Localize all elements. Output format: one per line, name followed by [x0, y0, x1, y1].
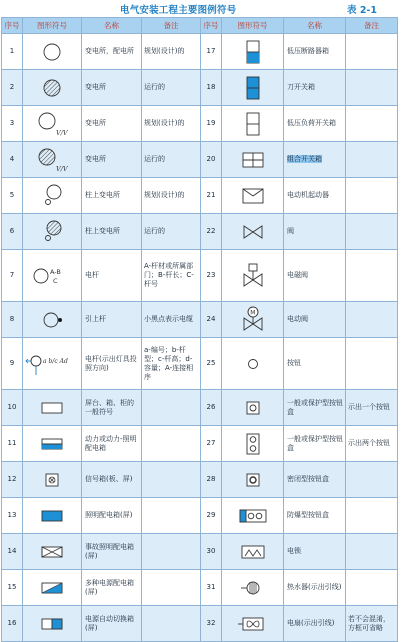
symbol-note [142, 606, 201, 642]
row-number: 24 [201, 302, 222, 338]
symbol-name: 动力或动力-照明配电箱 [82, 426, 142, 462]
symbol-name: 电源自动切换箱(屏) [82, 606, 142, 642]
explosion-proof-button-box-icon [222, 498, 284, 534]
col-header-note: 备注 [142, 18, 201, 34]
table-row [2, 462, 398, 498]
row-number: 13 [2, 498, 23, 534]
lead-pole-icon [23, 302, 82, 338]
symbol-note [346, 462, 398, 498]
svg-text:V/V: V/V [56, 164, 68, 173]
table-row [2, 142, 398, 178]
row-number: 2 [2, 70, 23, 106]
motor-starter-icon [222, 178, 284, 214]
row-number: 22 [201, 214, 222, 250]
col-header-no: 序号 [201, 18, 222, 34]
valve-icon [222, 214, 284, 250]
symbol-name: 照明配电箱(屏) [82, 498, 142, 534]
lighting-box-icon [23, 498, 82, 534]
table-row [2, 106, 398, 142]
symbol-name: 事故照明配电箱(屏) [82, 534, 142, 570]
symbol-note [346, 34, 398, 70]
water-heater-icon [222, 570, 284, 606]
row-number: 16 [2, 606, 23, 642]
symbol-note [346, 570, 398, 606]
symbol-note [142, 426, 201, 462]
col-header-name: 名称 [284, 18, 346, 34]
table-number: 表 2-1 [347, 5, 377, 16]
symbol-note [142, 390, 201, 426]
symbol-name: 刀开关箱 [284, 70, 346, 106]
motor-valve-icon [222, 302, 284, 338]
title-row [0, 0, 403, 14]
button-box-single-icon [222, 390, 284, 426]
symbol-name: 一般或保护型按钮盒 [284, 390, 346, 426]
symbol-note [346, 142, 398, 178]
row-number: 30 [201, 534, 222, 570]
symbol-note [346, 214, 398, 250]
table-row [2, 570, 398, 606]
symbol-note [142, 570, 201, 606]
symbol-name: 热水器(示出引线) [284, 570, 346, 606]
button-box-double-icon [222, 426, 284, 462]
table-row [2, 70, 398, 106]
panel-box-icon [23, 390, 82, 426]
sealed-button-box-icon [222, 462, 284, 498]
row-number: 26 [201, 390, 222, 426]
symbol-name: 电动机起动器 [284, 178, 346, 214]
symbol-name: 柱上变电所 [82, 214, 142, 250]
symbol-note: 若不会混淆，方框可省略 [346, 606, 398, 642]
row-number: 11 [2, 426, 23, 462]
symbol-note [142, 462, 201, 498]
table-row [2, 390, 398, 426]
symbol-note: 运行的 [142, 214, 201, 250]
col-header-symbol: 图形符号 [23, 18, 82, 34]
substation-vv-hatched-icon [23, 142, 82, 178]
symbol-name: 变电所，配电所 [82, 34, 142, 70]
col-header-no: 序号 [2, 18, 23, 34]
table-title: 电气安装工程主要图例符号 [120, 5, 237, 16]
symbol-note: A-杆材或所属部门；B-杆长；C-杆号 [142, 250, 201, 302]
symbol-name: 一般或保护型按钮盒 [284, 426, 346, 462]
push-button-icon [222, 338, 284, 390]
row-number: 8 [2, 302, 23, 338]
symbol-note [346, 70, 398, 106]
substation-hatched-icon [23, 70, 82, 106]
symbol-name: 屏台、箱、柜的一般符号 [82, 390, 142, 426]
symbol-note [346, 302, 398, 338]
symbol-name: 密闭型按钮盒 [284, 462, 346, 498]
row-number: 23 [201, 250, 222, 302]
table-row [2, 606, 398, 642]
row-number: 14 [2, 534, 23, 570]
header-row [2, 18, 398, 34]
row-number: 7 [2, 250, 23, 302]
row-number: 15 [2, 570, 23, 606]
row-number: 4 [2, 142, 23, 178]
row-number: 1 [2, 34, 23, 70]
row-number: 18 [201, 70, 222, 106]
signal-box-icon [23, 462, 82, 498]
row-number: 17 [201, 34, 222, 70]
row-number: 25 [201, 338, 222, 390]
multi-source-box-icon [23, 570, 82, 606]
row-number: 32 [201, 606, 222, 642]
symbol-note [142, 534, 201, 570]
symbol-name: 电磁阀 [284, 250, 346, 302]
symbol-note: a-编号；b-杆型；c-杆高；d-容量；A-连接相序 [142, 338, 201, 390]
substation-circle-icon [23, 34, 82, 70]
pole-label-bottom: C [53, 276, 58, 285]
symbol-name: 电杆(示出灯具投照方向) [82, 338, 142, 390]
pole-abc-icon [23, 250, 82, 302]
lv-breaker-box-icon [222, 34, 284, 70]
row-number: 31 [201, 570, 222, 606]
substation-vv-icon [23, 106, 82, 142]
symbol-note [346, 178, 398, 214]
table-row [2, 250, 398, 302]
symbol-note [346, 498, 398, 534]
row-number: 10 [2, 390, 23, 426]
power-lighting-box-icon [23, 426, 82, 462]
col-header-note: 备注 [346, 18, 398, 34]
table-row [2, 214, 398, 250]
symbol-note: 运行的 [142, 142, 201, 178]
svg-text:M: M [249, 309, 255, 316]
svg-text:V/V: V/V [56, 128, 68, 137]
solenoid-valve-icon [222, 250, 284, 302]
pole-lamp-icon [23, 338, 82, 390]
symbol-name: 变电所 [82, 106, 142, 142]
symbol-note [346, 534, 398, 570]
symbol-note [346, 250, 398, 302]
table-row [2, 338, 398, 390]
row-number: 29 [201, 498, 222, 534]
symbol-name: 阀 [284, 214, 346, 250]
symbol-name: 电锁 [284, 534, 346, 570]
electric-lock-icon [222, 534, 284, 570]
symbol-name: 变电所 [82, 70, 142, 106]
symbol-note: 示出一个按钮 [346, 390, 398, 426]
symbol-name: 柱上变电所 [82, 178, 142, 214]
symbol-note [346, 106, 398, 142]
combined-switch-box-icon [222, 142, 284, 178]
symbol-note: 示出两个按钮 [346, 426, 398, 462]
symbol-name: 电杆 [82, 250, 142, 302]
emergency-lighting-box-icon [23, 534, 82, 570]
row-number: 6 [2, 214, 23, 250]
row-number: 5 [2, 178, 23, 214]
symbol-name: 信号箱(板、屏) [82, 462, 142, 498]
row-number: 19 [201, 106, 222, 142]
symbol-name: 低压负荷开关箱 [284, 106, 346, 142]
symbol-note [142, 498, 201, 534]
symbol-name: 电扇(示出引线) [284, 606, 346, 642]
auto-transfer-box-icon [23, 606, 82, 642]
pole-substation-icon [23, 178, 82, 214]
highlighted-name: 组合开关箱 [287, 155, 322, 163]
table-row [2, 178, 398, 214]
knife-switch-box-icon [222, 70, 284, 106]
row-number: 21 [201, 178, 222, 214]
legend-table [1, 17, 398, 642]
load-switch-box-icon [222, 106, 284, 142]
symbol-note: 小黑点表示电缆 [142, 302, 201, 338]
row-number: 3 [2, 106, 23, 142]
symbol-note [346, 338, 398, 390]
table-row [2, 498, 398, 534]
col-header-symbol: 图形符号 [222, 18, 284, 34]
table-row [2, 426, 398, 462]
pole-lamp-label: a b/c Ad [43, 357, 68, 365]
symbol-note: 规划(设计)的 [142, 34, 201, 70]
row-number: 28 [201, 462, 222, 498]
table-row [2, 34, 398, 70]
ceiling-fan-icon [222, 606, 284, 642]
symbol-name: 多种电源配电箱(屏) [82, 570, 142, 606]
row-number: 20 [201, 142, 222, 178]
row-number: 9 [2, 338, 23, 390]
symbol-name: 变电所 [82, 142, 142, 178]
symbol-name: 电动阀 [284, 302, 346, 338]
symbol-name: 防爆型按钮盒 [284, 498, 346, 534]
row-number: 27 [201, 426, 222, 462]
symbol-name: 低压断路器箱 [284, 34, 346, 70]
pole-label-top: A-B [50, 267, 61, 276]
pole-substation-hatched-icon [23, 214, 82, 250]
symbol-name: 按钮 [284, 338, 346, 390]
symbol-note: 运行的 [142, 70, 201, 106]
col-header-name: 名称 [82, 18, 142, 34]
symbol-note: 规划(设计)的 [142, 178, 201, 214]
row-number: 12 [2, 462, 23, 498]
symbol-note: 规划(设计)的 [142, 106, 201, 142]
table-row [2, 534, 398, 570]
symbol-name [284, 142, 346, 178]
table-row [2, 302, 398, 338]
symbol-name: 引上杆 [82, 302, 142, 338]
